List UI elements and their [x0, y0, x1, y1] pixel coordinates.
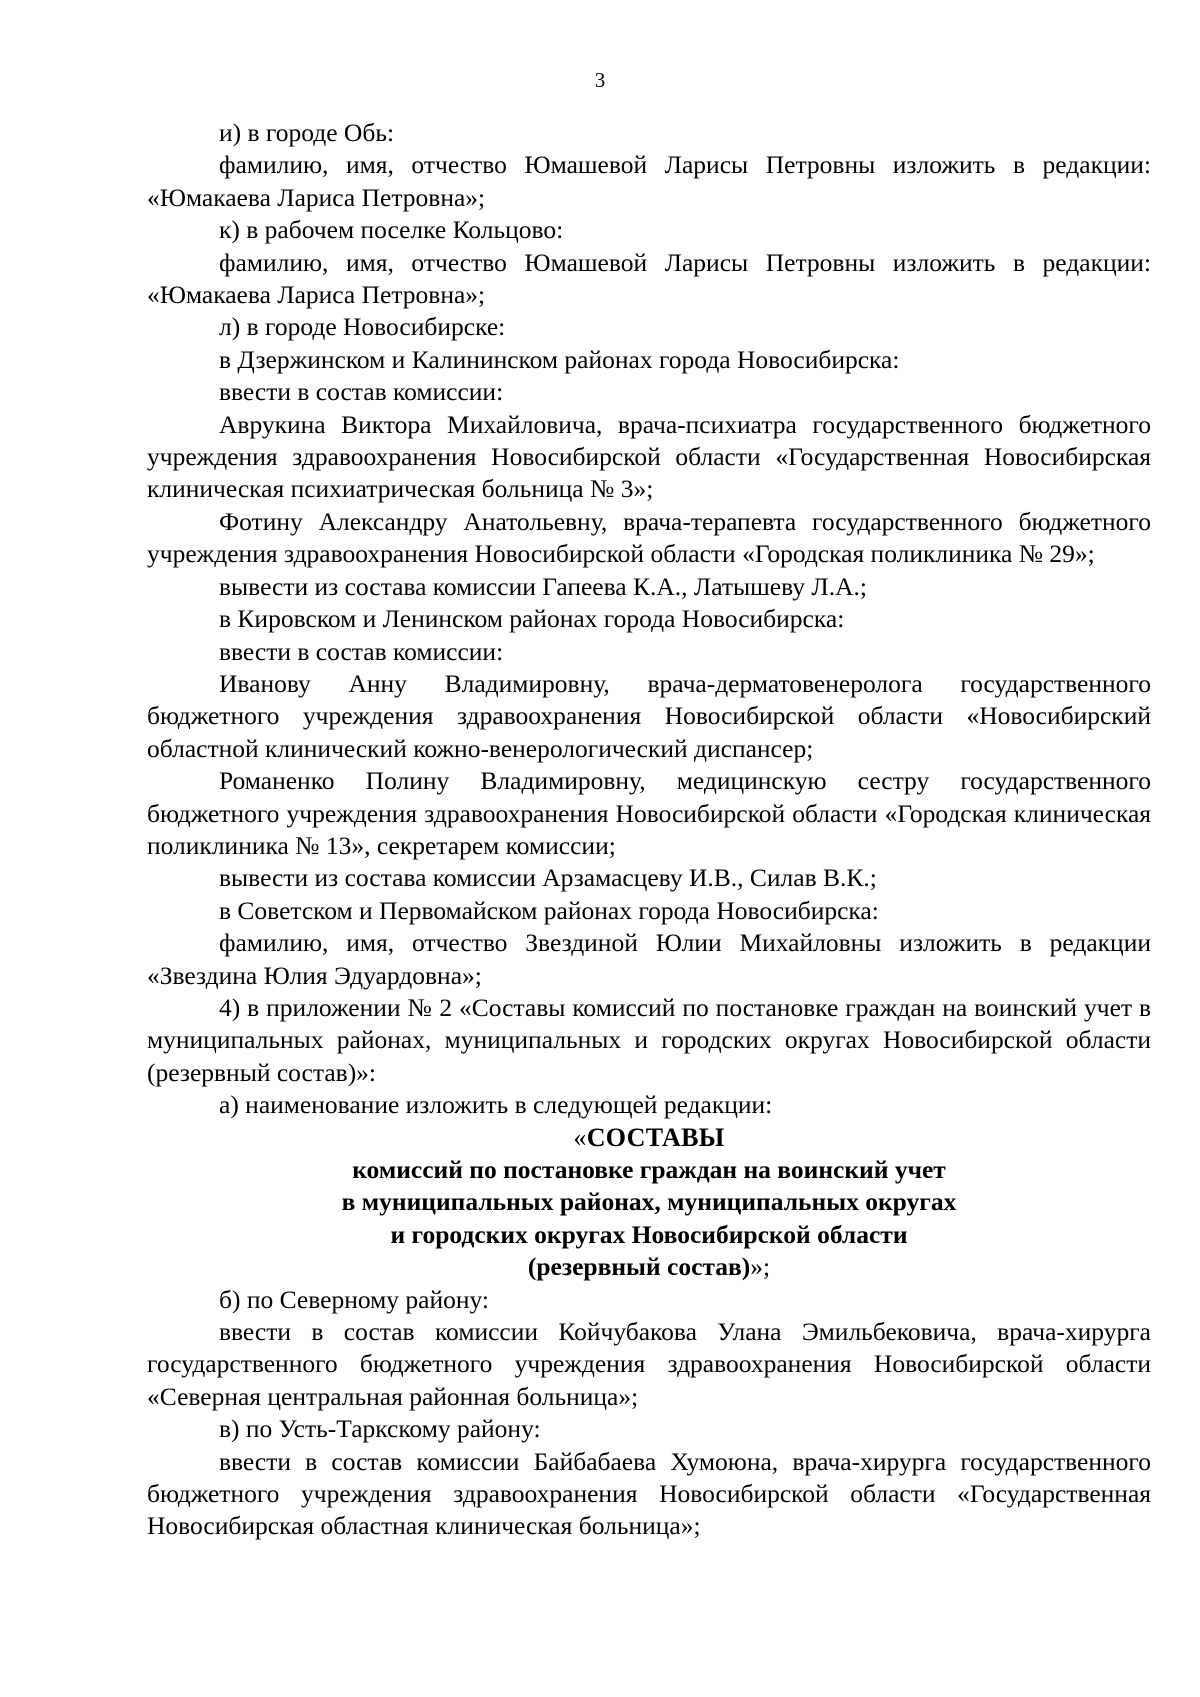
- paragraph: в Кировском и Ленинском районах города Новосибирска:: [219, 604, 845, 634]
- appendix-subtitle-line: в муниципальных районах, муниципальных округах: [341, 1187, 957, 1217]
- paragraph: Фотину Александру Анатольевну, врача-терапевта государственного бюджетного учреждения здравоохранения Новосибирской области «Городская поликлиника № 29»;: [147, 506, 1151, 569]
- title-word: СОСТАВЫ: [586, 1122, 725, 1152]
- paragraph: вывести из состава комиссии Арзамасцеву И.В., Силав В.К.;: [219, 863, 877, 893]
- paragraph: б) по Северному району:: [219, 1284, 489, 1314]
- reserve-label: (резервный состав): [527, 1252, 751, 1282]
- paragraph: л) в городе Новосибирске:: [219, 312, 506, 342]
- appendix-subtitle-line: комиссий по постановке граждан на воинский учет: [352, 1155, 946, 1184]
- paragraph: и) в городе Обь:: [219, 118, 395, 147]
- paragraph: а) наименование изложить в следующей редакции:: [219, 1090, 773, 1120]
- page-number: 3: [594, 68, 606, 92]
- paragraph: Аврукина Виктора Михайловича, врача-психиатра государственного бюджетного учреждения здравоохранения Новосибирской области «Государственная Новосибирская клиническая психиатрическая больница № 3»;: [147, 409, 1151, 504]
- appendix-title: [147, 1122, 1151, 1154]
- paragraph: в) по Усть-Таркскому району:: [219, 1414, 541, 1444]
- appendix-title-block: [147, 1122, 1151, 1284]
- document-body: [147, 117, 1151, 1543]
- open-quote: «: [573, 1122, 587, 1152]
- paragraph: фамилию, имя, отчество Юмашевой Ларисы Петровны изложить в редакции: «Юмакаева Лариса Петровна»;: [147, 247, 1151, 310]
- paragraph: ввести в состав комиссии:: [219, 377, 504, 407]
- paragraph: фамилию, имя, отчество Юмашевой Ларисы Петровны изложить в редакции: «Юмакаева Лариса Петровна»;: [147, 150, 1151, 212]
- paragraph: в Дзержинском и Калининском районах города Новосибирска:: [219, 344, 900, 374]
- appendix-subtitle-line: и городских округах Новосибирской области: [390, 1219, 908, 1249]
- close-quote: »;: [750, 1252, 771, 1282]
- paragraph: Романенко Полину Владимировну, медицинскую сестру государственного бюджетного учреждения здравоохранения Новосибирской области «Городская клиническая поликлиника № 13», секретарем комиссии;: [147, 766, 1151, 860]
- paragraph: ввести в состав комиссии Койчубакова Улана Эмильбековича, врача-хирурга государственного бюджетного учреждения здравоохранения Новосибирской области «Северная центральная районная больница»;: [147, 1317, 1151, 1411]
- paragraph: ввести в состав комиссии:: [219, 636, 504, 666]
- paragraph: в Советском и Первомайском районах города Новосибирска:: [219, 895, 879, 925]
- paragraph: фамилию, имя, отчество Звездиной Юлии Михайловны изложить в редакции «Звездина Юлия Эдуардовна»;: [147, 928, 1151, 990]
- paragraph: 4) в приложении № 2 «Составы комиссий по постановке граждан на воинский учет в муниципальных районах, муниципальных и городских округах Новосибирской области (резервный состав)»:: [147, 992, 1151, 1087]
- paragraph: вывести из состава комиссии Гапеева К.А., Латышеву Л.А.;: [219, 571, 867, 601]
- paragraph: ввести в состав комиссии Байбабаева Хумоюна, врача-хирурга государственного бюджетного учреждения здравоохранения Новосибирской области «Государственная Новосибирская областная клиническая больница»;: [147, 1446, 1151, 1541]
- paragraph: к) в рабочем поселке Кольцово:: [219, 215, 564, 245]
- paragraph: Иванову Анну Владимировну, врача-дерматовенеролога государственного бюджетного учреждения здравоохранения Новосибирской области «Новосибирский областной клинический кожно-венерологический диспансер;: [147, 668, 1151, 763]
- appendix-subtitle-line: [147, 1251, 1151, 1283]
